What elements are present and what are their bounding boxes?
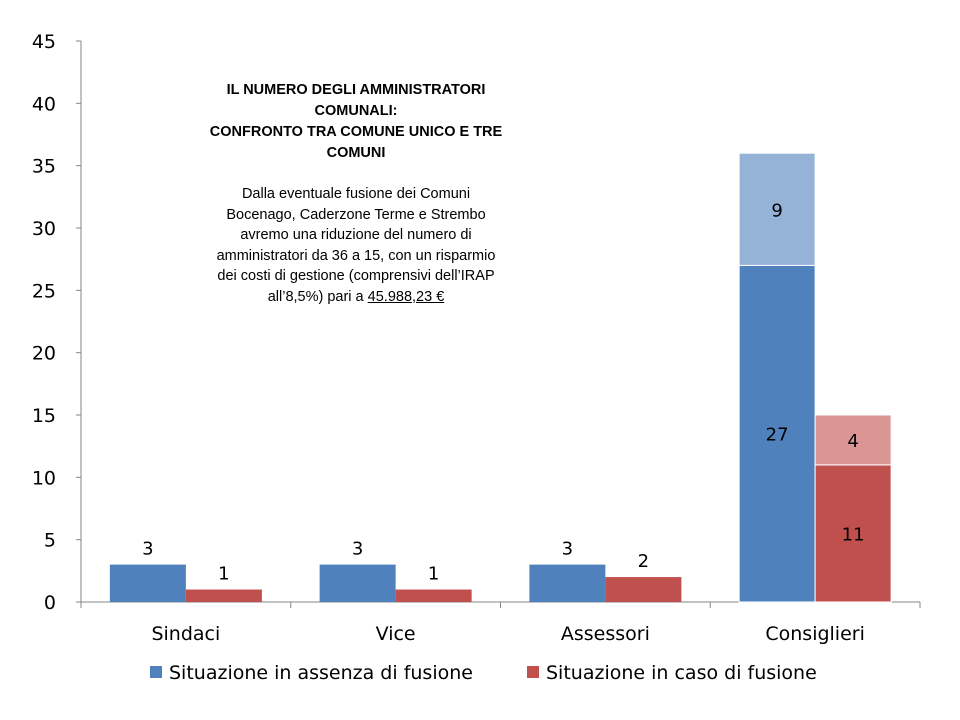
x-category-label: Consiglieri (765, 623, 865, 645)
annotation-body-text: Dalla eventuale fusione dei Comuni Bocenago, Caderzone Terme e Strembo avremo una riduzione del numero di amministratori da 36 a 15, con un risparmio dei costi di gestione (comprensivi dell’IRAP all’8,5%) pari a (216, 186, 496, 305)
data-label: 4 (847, 430, 859, 452)
annotation-body (178, 184, 534, 307)
y-tick-label: 20 (31, 342, 56, 365)
legend-swatch (527, 666, 539, 678)
bar (186, 590, 262, 602)
bar (396, 590, 472, 602)
x-category-label: Sindaci (151, 623, 221, 645)
legend-swatch (150, 666, 162, 678)
bar (320, 565, 396, 602)
y-tick-label: 5 (43, 529, 56, 552)
legend-label: Situazione in assenza di fusione (169, 662, 473, 684)
data-label: 11 (841, 524, 865, 546)
y-tick-label: 35 (31, 155, 56, 178)
bar (529, 565, 605, 602)
bar (110, 565, 186, 602)
y-tick-label: 25 (31, 280, 56, 303)
y-tick-label: 40 (31, 93, 56, 116)
data-label: 3 (351, 538, 364, 560)
bar (605, 577, 681, 602)
x-category-label: Vice (375, 623, 416, 645)
annotation-title: IL NUMERO DEGLI AMMINISTRATORI COMUNALI: CONFRONTO TRA COMUNE UNICO E TRE COMUNI (209, 82, 503, 161)
data-label: 3 (142, 538, 154, 560)
data-label: 27 (765, 424, 789, 446)
annotation-savings-amount: 45.988,23 € (367, 288, 445, 305)
chart-legend (150, 662, 817, 684)
data-label: 9 (771, 200, 783, 222)
x-category-label: Assessori (560, 623, 650, 645)
data-label: 1 (427, 563, 440, 585)
y-tick-label: 30 (31, 218, 56, 240)
y-tick-label: 15 (31, 405, 56, 427)
legend-label: Situazione in caso di fusione (546, 662, 817, 684)
data-label: 1 (218, 563, 230, 585)
y-tick-label: 0 (43, 592, 56, 614)
chart-annotation (178, 80, 534, 307)
y-tick-label: 45 (31, 31, 56, 53)
data-label: 3 (561, 538, 574, 560)
y-tick-label: 10 (31, 467, 56, 490)
data-label: 2 (637, 551, 650, 573)
